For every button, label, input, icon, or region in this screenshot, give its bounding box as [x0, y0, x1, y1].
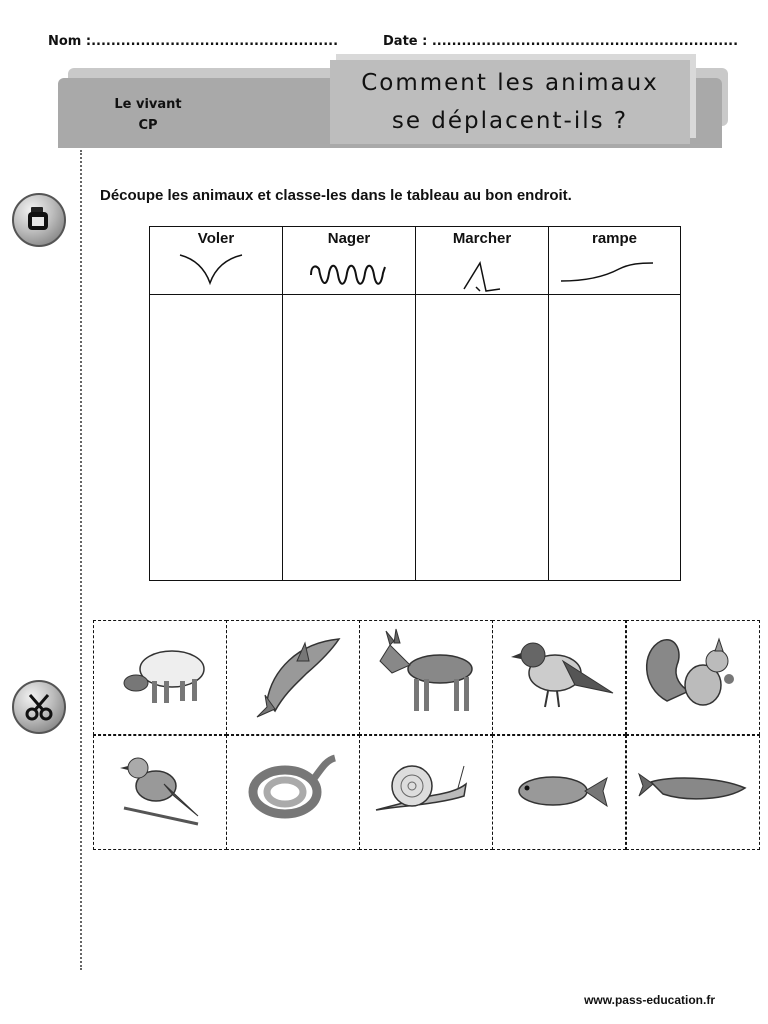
level-label: CP	[138, 118, 158, 133]
footer-url: www.pass-education.fr	[584, 993, 715, 1007]
column-header	[416, 227, 548, 295]
fish-icon	[493, 736, 627, 851]
column-label: Nager	[327, 230, 371, 247]
card-whale[interactable]	[626, 735, 760, 850]
card-fish[interactable]	[492, 735, 626, 850]
scissors-badge	[12, 680, 66, 734]
column-label: rampe	[591, 230, 638, 247]
snake-icon	[227, 736, 361, 851]
column-header	[549, 227, 680, 295]
card-donkey[interactable]	[359, 620, 493, 735]
name-field: Nom :..................................................	[48, 34, 339, 49]
swim-symbol-icon	[283, 247, 416, 292]
column-label: Marcher	[452, 230, 512, 247]
bird-icon	[94, 736, 228, 851]
margin-line	[80, 150, 82, 970]
crawl-symbol-icon	[549, 247, 682, 292]
whale-icon	[627, 736, 761, 851]
column-rampe	[548, 226, 681, 581]
card-dolphin[interactable]	[226, 620, 360, 735]
column-header	[150, 227, 282, 295]
glue-badge	[12, 193, 66, 247]
subject-label: Le vivant	[114, 97, 182, 112]
sheep-icon	[94, 621, 228, 736]
page-title-line2: se déplacent-ils ?	[391, 108, 629, 134]
flight-symbol-icon	[150, 247, 283, 292]
card-sheep[interactable]	[93, 620, 227, 735]
column-voler	[149, 226, 282, 581]
squirrel-icon	[627, 621, 761, 736]
card-bird[interactable]	[93, 735, 227, 850]
scissors-icon	[14, 682, 64, 732]
glue-icon	[14, 195, 64, 245]
date-field: Date : ..............................................................	[383, 34, 739, 49]
instruction: Découpe les animaux et classe-les dans le tableau au bon endroit.	[100, 187, 572, 204]
card-sparrow[interactable]	[492, 620, 626, 735]
sparrow-icon	[493, 621, 627, 736]
column-label: Voler	[197, 230, 235, 247]
donkey-icon	[360, 621, 494, 736]
snail-icon	[360, 736, 494, 851]
column-header	[283, 227, 415, 295]
page-title-line1: Comment les animaux	[361, 70, 659, 96]
dolphin-icon	[227, 621, 361, 736]
walk-symbol-icon	[416, 247, 549, 292]
column-nager	[282, 226, 415, 581]
card-snake[interactable]	[226, 735, 360, 850]
column-marcher	[415, 226, 548, 581]
card-squirrel[interactable]	[626, 620, 760, 735]
card-snail[interactable]	[359, 735, 493, 850]
